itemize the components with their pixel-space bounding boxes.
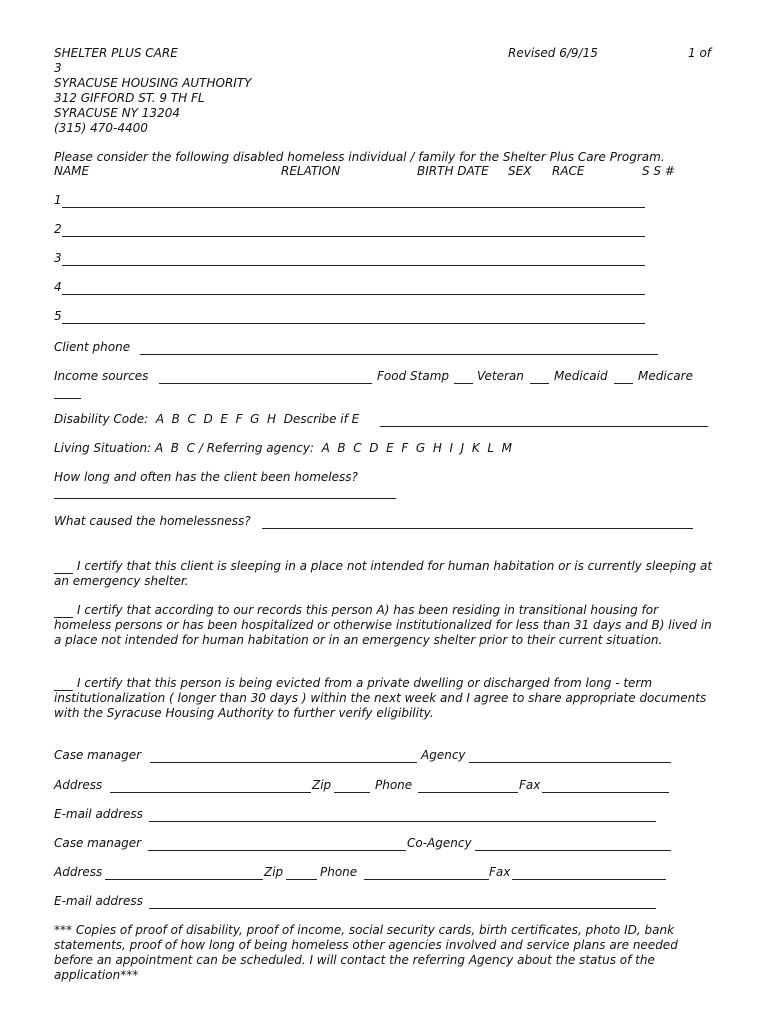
- documents-note: *** Copies of proof of disability, proof of income, social security cards, birth certificates, photo ID, bank statements, proof of how long of being homeless other agencies involved and service plans are needed before an appointment can be scheduled. I will contact the referring Agency about the status of the application***: [54, 923, 678, 982]
- veteran-label: Veteran: [477, 369, 524, 383]
- income-sources-field[interactable]: [159, 369, 372, 384]
- email-label: E-mail address: [54, 807, 143, 821]
- email-field[interactable]: [149, 807, 656, 822]
- email-2-field[interactable]: [149, 894, 656, 909]
- case-manager-2-field[interactable]: [148, 836, 406, 851]
- fax-2-field[interactable]: [512, 865, 666, 880]
- member-row-number: 4: [54, 280, 62, 294]
- zip-2-label: Zip: [264, 865, 284, 879]
- member-row-number: 3: [54, 251, 62, 265]
- agency-field[interactable]: [469, 748, 671, 763]
- food-stamp-label: Food Stamp: [377, 369, 449, 383]
- col-race: RACE: [552, 164, 585, 178]
- fax-label: Fax: [519, 778, 541, 792]
- page-number: 1 of: [688, 46, 712, 60]
- member-row-number: 1: [54, 193, 62, 207]
- living-situation-label: Living Situation: A B C / Referring agency: A B C D E F G H I J K L M: [54, 441, 512, 455]
- fax-field[interactable]: [542, 778, 669, 793]
- case-manager-label: Case manager: [54, 748, 142, 762]
- address-2-field[interactable]: [105, 865, 263, 880]
- certify-3-text: I certify that this person is being evicted from a private dwelling or discharged from long - term institutionalization ( longer than 30 days ) within the next week and I agree to share appropriate documents with the Syracuse Housing Authority to further verify eligibility.: [54, 676, 707, 720]
- food-stamp-check[interactable]: [454, 369, 473, 384]
- col-birth-date: BIRTH DATE: [417, 164, 489, 178]
- col-ssn: S S #: [642, 164, 675, 178]
- col-sex: SEX: [508, 164, 532, 178]
- medicaid-label: Medicaid: [554, 369, 608, 383]
- address-2-label: Address: [54, 865, 103, 879]
- disability-describe-field[interactable]: [380, 412, 708, 427]
- intro-text: Please consider the following disabled homeless individual / family for the Shelter Plus Care Program.: [54, 150, 665, 164]
- member-row-number: 2: [54, 222, 62, 236]
- client-phone-label: Client phone: [54, 340, 131, 354]
- col-name: NAME: [54, 164, 90, 178]
- co-agency-field[interactable]: [475, 836, 671, 851]
- page-total: 3: [54, 61, 62, 75]
- phone-field[interactable]: [418, 778, 518, 793]
- medicare-check[interactable]: [54, 384, 81, 399]
- member-row-1-field[interactable]: [62, 193, 645, 208]
- member-row-5-field[interactable]: [62, 309, 645, 324]
- member-row-2-field[interactable]: [62, 222, 645, 237]
- agency-city: SYRACUSE NY 13204: [54, 106, 180, 120]
- agency-phone: (315) 470-4400: [54, 121, 148, 135]
- client-phone-field[interactable]: [140, 340, 658, 355]
- agency-label: Agency: [421, 748, 466, 762]
- col-relation: RELATION: [281, 164, 341, 178]
- what-caused-label: What caused the homelessness?: [54, 514, 251, 528]
- zip-label: Zip: [312, 778, 332, 792]
- medicaid-check[interactable]: [614, 369, 633, 384]
- program-title: SHELTER PLUS CARE: [54, 46, 178, 60]
- revised-date: Revised 6/9/15: [508, 46, 598, 60]
- case-manager-2-label: Case manager: [54, 836, 142, 850]
- member-row-4-field[interactable]: [62, 280, 645, 295]
- co-agency-label: Co-Agency: [407, 836, 472, 850]
- what-caused-field[interactable]: [262, 514, 693, 529]
- veteran-check[interactable]: [530, 369, 549, 384]
- case-manager-field[interactable]: [150, 748, 417, 763]
- member-row-number: 5: [54, 309, 62, 323]
- how-long-label: How long and often has the client been homeless?: [54, 470, 358, 484]
- member-row-3-field[interactable]: [62, 251, 645, 266]
- fax-2-label: Fax: [489, 865, 511, 879]
- disability-code-label: Disability Code: A B C D E F G H Describe if E: [54, 412, 360, 426]
- medicare-label: Medicare: [638, 369, 693, 383]
- income-sources-label: Income sources: [54, 369, 149, 383]
- certify-1-text: I certify that this client is sleeping in a place not intended for human habitation or is currently sleeping at an emergency shelter.: [54, 559, 713, 588]
- phone-2-field[interactable]: [364, 865, 489, 880]
- phone-2-label: Phone: [320, 865, 358, 879]
- how-long-field[interactable]: [54, 484, 396, 499]
- certify-2-text: I certify that according to our records this person A) has been residing in transitional housing for homeless persons or has been hospitalized or otherwise institutionalized for less than 31 days and B) lived in a place not intended for human habitation or in an emergency shelter prior to their current situation.: [54, 603, 712, 647]
- address-field[interactable]: [110, 778, 311, 793]
- address-label: Address: [54, 778, 103, 792]
- zip-2-field[interactable]: [286, 865, 317, 880]
- phone-label: Phone: [375, 778, 413, 792]
- agency-street: 312 GIFFORD ST. 9 TH FL: [54, 91, 205, 105]
- zip-field[interactable]: [334, 778, 370, 793]
- agency-name: SYRACUSE HOUSING AUTHORITY: [54, 76, 252, 90]
- email-2-label: E-mail address: [54, 894, 143, 908]
